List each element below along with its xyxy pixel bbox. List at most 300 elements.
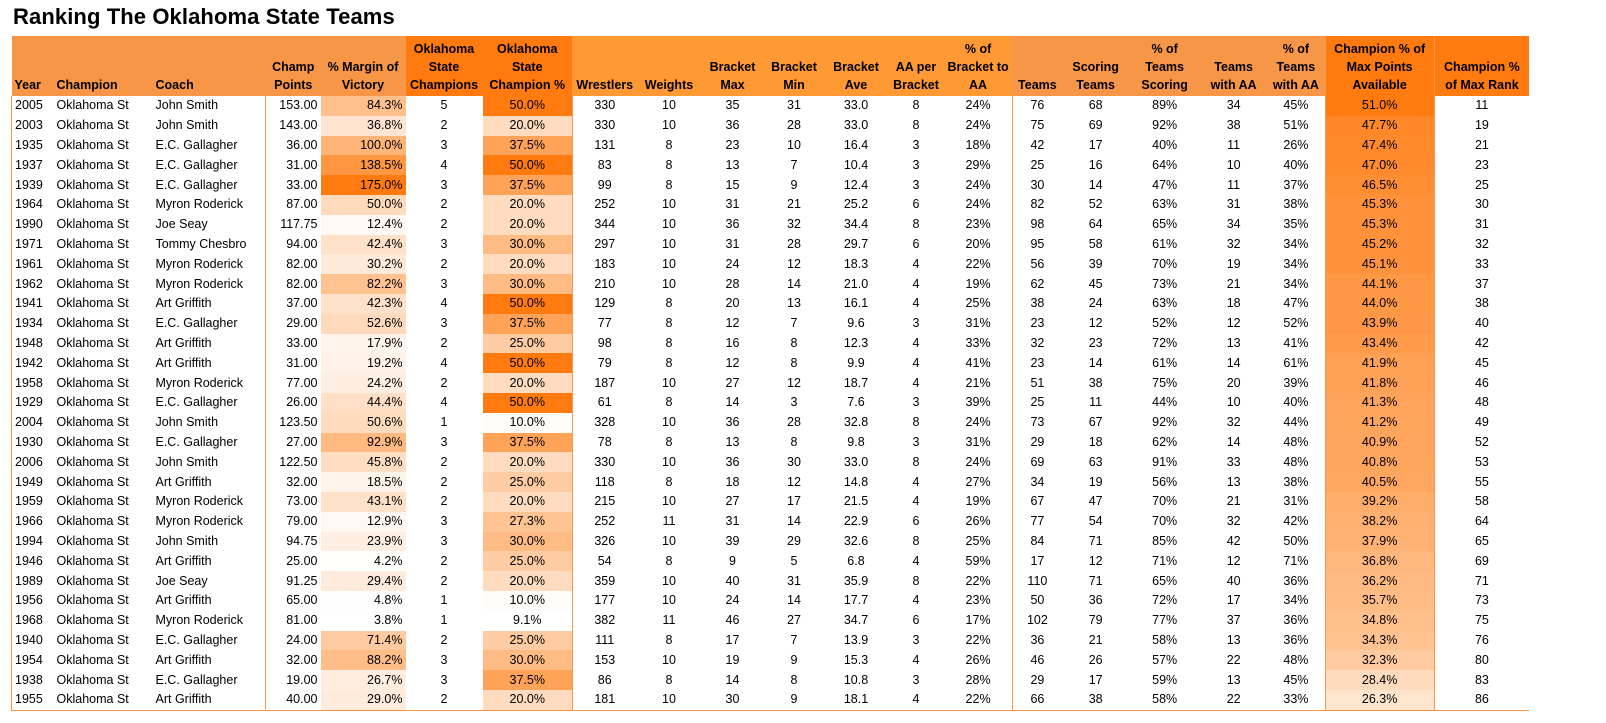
table-cell: 3 xyxy=(440,652,448,667)
table-cell: 14.8 xyxy=(843,474,869,489)
table-cell: 38% xyxy=(1267,472,1325,492)
table-row xyxy=(12,314,1530,334)
column-header-line: Scoring xyxy=(1072,60,1119,74)
table-cell: 3 xyxy=(912,434,920,449)
table-cell: 12 xyxy=(1088,316,1103,331)
table-cell: 175.0% xyxy=(321,175,406,195)
table-cell: 17 xyxy=(1088,137,1103,152)
table-cell: 34 xyxy=(1226,217,1241,232)
table-cell: 359 xyxy=(594,573,616,588)
table-cell: 25% xyxy=(945,294,1013,314)
table-cell: 95 xyxy=(1030,236,1045,251)
table-cell: 48% xyxy=(1267,433,1325,453)
table-cell: 10 xyxy=(662,533,676,548)
table-cell: 8 xyxy=(665,672,673,687)
page-title: Ranking The Oklahoma State Teams xyxy=(13,4,395,29)
table-cell: 23.9% xyxy=(321,532,406,552)
column-header-line: AA xyxy=(969,78,988,92)
table-cell: 23 xyxy=(725,137,740,152)
table-cell: 30 xyxy=(1030,177,1045,192)
table-cell: 1946 xyxy=(12,551,54,571)
table-cell: 12 xyxy=(725,316,740,331)
table-cell: 22.9 xyxy=(843,514,869,529)
table-cell: 8 xyxy=(665,335,673,350)
table-cell: Oklahoma St xyxy=(56,415,129,430)
table-cell: 73.00 xyxy=(286,494,318,509)
table-cell: 3 xyxy=(912,177,920,192)
table-cell: 92% xyxy=(1152,415,1178,430)
table-cell: 29 xyxy=(787,533,801,548)
table-cell: 328 xyxy=(594,415,616,430)
table-cell: 17 xyxy=(725,632,740,647)
table-row xyxy=(12,413,1530,433)
table-cell: 17 xyxy=(1030,553,1045,568)
table-cell: 40.8% xyxy=(1325,452,1434,472)
table-cell: 26 xyxy=(1088,652,1103,667)
table-cell: 36.2% xyxy=(1325,571,1434,591)
table-cell: 37.9% xyxy=(1325,532,1434,552)
table-cell: Oklahoma St xyxy=(56,593,129,608)
table-cell: 11 xyxy=(1227,137,1241,152)
table-cell: 6 xyxy=(912,197,920,212)
column-header xyxy=(1325,36,1434,96)
column-header xyxy=(321,36,406,96)
table-cell: 1990 xyxy=(12,215,54,235)
table-cell: 38% xyxy=(1267,195,1325,215)
table-cell: 73% xyxy=(1152,276,1178,291)
table-cell: 63% xyxy=(1152,197,1178,212)
table-cell: 8 xyxy=(665,434,673,449)
table-cell: 77% xyxy=(1152,613,1178,628)
table-cell: 1968 xyxy=(12,611,54,631)
table-cell: 20.0% xyxy=(483,373,573,393)
table-cell: 1939 xyxy=(12,175,54,195)
table-cell: 1935 xyxy=(12,136,54,156)
table-cell: 45% xyxy=(1267,670,1325,690)
table-cell: 29 xyxy=(1030,672,1045,687)
table-cell: 2004 xyxy=(12,413,54,433)
column-header-line: Coach xyxy=(155,78,194,92)
table-cell: 187 xyxy=(594,375,616,390)
table-cell: 16 xyxy=(725,335,740,350)
table-cell: 8 xyxy=(665,632,673,647)
table-cell: 58 xyxy=(1474,494,1489,509)
table-cell: John Smith xyxy=(153,452,266,472)
table-cell: John Smith xyxy=(153,116,266,136)
column-header-line: Champion % xyxy=(1444,60,1520,74)
table-cell: 45 xyxy=(1474,355,1489,370)
table-cell: 1942 xyxy=(12,353,54,373)
table-cell: 20.0% xyxy=(483,195,573,215)
table-cell: 31 xyxy=(725,514,740,529)
table-cell: Oklahoma St xyxy=(56,316,129,331)
table-cell: 28 xyxy=(787,236,801,251)
column-header-line: Oklahoma xyxy=(413,42,475,56)
table-cell: 33.00 xyxy=(286,335,318,350)
table-cell: 5 xyxy=(440,98,448,113)
table-cell: 34% xyxy=(1267,254,1325,274)
table-cell: 1956 xyxy=(12,591,54,611)
table-cell: 36.8% xyxy=(321,116,406,136)
table-cell: 39.2% xyxy=(1325,492,1434,512)
table-cell: 32 xyxy=(1226,415,1241,430)
column-header-line: Points xyxy=(274,78,313,92)
table-cell: 129 xyxy=(594,296,616,311)
table-cell: 21.0 xyxy=(843,276,869,291)
table-row xyxy=(12,155,1530,175)
table-cell: 58% xyxy=(1129,690,1200,710)
table-cell: 10 xyxy=(662,217,676,232)
table-cell: 84 xyxy=(1030,533,1045,548)
table-cell: 10 xyxy=(662,415,676,430)
table-cell: 61% xyxy=(1267,353,1325,373)
table-cell: 24.00 xyxy=(286,632,318,647)
table-cell: 20.0% xyxy=(483,254,573,274)
table-cell: 252 xyxy=(594,197,616,212)
table-cell: Oklahoma St xyxy=(56,236,129,251)
table-cell: 10 xyxy=(637,690,702,710)
table-cell: 2 xyxy=(440,197,448,212)
table-cell: 70% xyxy=(1152,494,1178,509)
table-cell: 21 xyxy=(1088,632,1103,647)
table-cell: 17 xyxy=(787,494,801,509)
table-cell: 111 xyxy=(595,632,615,647)
table-cell: 138.5% xyxy=(321,155,406,175)
table-cell: 330 xyxy=(594,454,616,469)
table-cell: 29.4% xyxy=(321,571,406,591)
table-cell: 82.00 xyxy=(286,256,318,271)
table-cell: 82 xyxy=(1030,197,1045,212)
table-cell: 21% xyxy=(945,373,1013,393)
table-cell: 50.6% xyxy=(321,413,406,433)
table-cell: 18 xyxy=(725,474,740,489)
table-cell: 50% xyxy=(1267,532,1325,552)
table-cell: 41.3% xyxy=(1325,393,1434,413)
table-cell: 47% xyxy=(1152,177,1178,192)
table-cell: 41% xyxy=(1267,334,1325,354)
table-cell: 31 xyxy=(787,98,801,113)
table-cell: 8 xyxy=(912,118,920,133)
table-row xyxy=(12,650,1530,670)
table-cell: 92% xyxy=(1152,118,1178,133)
table-cell: 32 xyxy=(1474,236,1489,251)
table-cell: 44.0% xyxy=(1325,294,1434,314)
table-cell: 210 xyxy=(594,276,616,291)
table-cell: 51% xyxy=(1267,116,1325,136)
column-header xyxy=(12,36,54,96)
column-header-line: State xyxy=(428,60,460,74)
column-header-line: Max xyxy=(720,78,745,92)
table-cell: 8 xyxy=(665,177,673,192)
table-cell: Joe Seay xyxy=(153,215,266,235)
table-cell: 10 xyxy=(1226,395,1241,410)
table-cell: Oklahoma St xyxy=(56,375,129,390)
table-row xyxy=(12,452,1530,472)
column-header xyxy=(637,36,702,96)
table-row xyxy=(12,472,1530,492)
table-cell: 9.8 xyxy=(847,434,865,449)
table-cell: Art Griffith xyxy=(153,591,266,611)
column-header-line: Bracket xyxy=(893,78,939,92)
table-cell: 69 xyxy=(1474,553,1489,568)
table-cell: 19.00 xyxy=(286,672,318,687)
table-cell: 63% xyxy=(1152,296,1178,311)
table-cell: Oklahoma St xyxy=(56,454,129,469)
table-cell: 80 xyxy=(1474,652,1489,667)
table-cell: 38 xyxy=(1088,375,1103,390)
table-cell: 14 xyxy=(787,593,801,608)
column-header xyxy=(406,36,483,96)
column-header-line: Bracket to xyxy=(947,60,1009,74)
table-cell: 31 xyxy=(725,236,740,251)
table-cell: 25.2 xyxy=(843,197,869,212)
table-cell: 1941 xyxy=(12,294,54,314)
table-cell: 50.0% xyxy=(483,294,573,314)
table-cell: 4 xyxy=(912,335,920,350)
column-header-line: Wrestlers xyxy=(576,78,634,92)
table-cell: 26% xyxy=(1267,136,1325,156)
table-cell: 77.00 xyxy=(286,375,318,390)
table-cell: 16 xyxy=(1088,157,1103,172)
table-cell: 1940 xyxy=(12,631,54,651)
table-cell: Myron Roderick xyxy=(153,512,266,532)
table-cell: 32.00 xyxy=(286,474,318,489)
table-cell: 24% xyxy=(945,452,1013,472)
table-cell: 18.3 xyxy=(843,256,869,271)
table-cell: 32 xyxy=(787,217,801,232)
table-cell: 22% xyxy=(945,631,1013,651)
table-cell: 32.8 xyxy=(843,415,869,430)
table-cell: 53 xyxy=(1474,454,1489,469)
table-cell: 4 xyxy=(912,256,920,271)
table-cell: 13 xyxy=(1226,335,1241,350)
table-cell: 45 xyxy=(1088,276,1103,291)
table-cell: 19.2% xyxy=(321,353,406,373)
table-cell: 31% xyxy=(945,433,1013,453)
table-cell: 37.5% xyxy=(483,433,573,453)
column-header xyxy=(153,36,266,96)
table-cell: 17 xyxy=(1088,672,1103,687)
table-cell: 8 xyxy=(912,98,920,113)
table-cell: Art Griffith xyxy=(153,551,266,571)
table-cell: 50.0% xyxy=(483,155,573,175)
table-cell: 118 xyxy=(594,474,615,489)
table-cell: 37 xyxy=(1474,276,1489,291)
table-cell: 67 xyxy=(1030,494,1045,509)
table-cell: Oklahoma St xyxy=(56,434,129,449)
table-cell: 37.5% xyxy=(483,314,573,334)
table-cell: Oklahoma St xyxy=(56,514,129,529)
table-row xyxy=(12,294,1530,314)
table-cell: 39 xyxy=(1088,256,1103,271)
table-cell: 47.0% xyxy=(1325,155,1434,175)
table-cell: 21 xyxy=(1474,137,1489,152)
table-cell: 25.0% xyxy=(483,472,573,492)
table-cell: 36 xyxy=(1030,632,1045,647)
column-header-line: Teams xyxy=(1018,78,1057,92)
table-cell: 44% xyxy=(1267,413,1325,433)
table-cell: 34% xyxy=(1267,274,1325,294)
column-header-line: Champion xyxy=(56,78,118,92)
table-cell: 89% xyxy=(1152,98,1178,113)
table-cell: 33 xyxy=(1474,256,1489,271)
table-cell: 25.0% xyxy=(483,551,573,571)
table-cell: 7.6 xyxy=(847,395,865,410)
table-cell: 15 xyxy=(725,177,740,192)
table-cell: 61 xyxy=(597,395,612,410)
table-cell: 1958 xyxy=(12,373,54,393)
table-cell: 8 xyxy=(665,474,673,489)
table-cell: 38 xyxy=(1474,296,1489,311)
column-header-line: Victory xyxy=(341,78,385,92)
table-cell: 69 xyxy=(1088,118,1103,133)
column-header-line: Scoring xyxy=(1141,78,1188,92)
table-cell: 10.0% xyxy=(483,413,573,433)
column-header xyxy=(266,36,321,96)
table-cell: 85% xyxy=(1152,533,1178,548)
table-cell: E.C. Gallagher xyxy=(153,631,266,651)
table-cell: 10 xyxy=(662,118,676,133)
table-cell: 14 xyxy=(1088,177,1103,192)
table-cell: 3 xyxy=(790,395,798,410)
table-cell: 59% xyxy=(945,551,1013,571)
table-cell: 19% xyxy=(945,274,1013,294)
table-cell: 13 xyxy=(1226,632,1241,647)
table-cell: 6 xyxy=(912,236,920,251)
table-cell: 38 xyxy=(1226,118,1241,133)
table-cell: 9 xyxy=(729,553,736,568)
table-cell: 30.0% xyxy=(483,274,573,294)
table-cell: 122.50 xyxy=(279,454,318,469)
table-cell: 24% xyxy=(945,413,1013,433)
table-row xyxy=(12,373,1530,393)
table-cell: 1 xyxy=(440,613,448,628)
table-cell: 14 xyxy=(1226,355,1241,370)
table-cell: 344 xyxy=(594,217,616,232)
table-row xyxy=(12,571,1530,591)
table-cell: 36 xyxy=(725,118,740,133)
table-cell: 83 xyxy=(597,157,612,172)
table-cell: 40 xyxy=(1474,316,1489,331)
table-cell: 9 xyxy=(790,177,798,192)
table-cell: 47.4% xyxy=(1325,136,1434,156)
column-header-line: Bracket xyxy=(833,60,879,74)
table-cell: 37% xyxy=(1267,175,1325,195)
table-cell: 31 xyxy=(1474,217,1489,232)
table-cell: 73 xyxy=(1030,415,1045,430)
table-cell: 10.8 xyxy=(843,672,869,687)
table-cell: 28 xyxy=(787,118,801,133)
table-cell: 54 xyxy=(1088,514,1103,529)
table-cell: 43.4% xyxy=(1325,334,1434,354)
table-cell: 1989 xyxy=(12,571,54,591)
column-header-line: % of xyxy=(1282,42,1310,56)
table-cell: Oklahoma St xyxy=(56,177,129,192)
table-cell: 38 xyxy=(1062,690,1129,710)
table-cell: 8 xyxy=(665,355,673,370)
table-cell: 46 xyxy=(725,613,740,628)
table-cell: 69 xyxy=(1030,454,1045,469)
table-cell: 35 xyxy=(725,98,740,113)
table-cell: 4 xyxy=(912,296,920,311)
table-cell: 41.8% xyxy=(1325,373,1434,393)
table-cell: 27 xyxy=(725,375,740,390)
table-cell: E.C. Gallagher xyxy=(153,155,266,175)
column-header-line: % of xyxy=(1151,42,1178,56)
table-cell: E.C. Gallagher xyxy=(153,433,266,453)
table-cell: 71% xyxy=(1152,553,1178,568)
table-cell: 36.8% xyxy=(1325,551,1434,571)
rankings-table xyxy=(11,36,1529,711)
table-cell: 2 xyxy=(440,553,448,568)
table-cell: 33.0 xyxy=(843,98,869,113)
column-header-line: Champion % xyxy=(489,78,566,92)
table-cell: 50.0% xyxy=(483,353,573,373)
table-cell: 31 xyxy=(725,197,740,212)
table-cell: 61% xyxy=(1152,355,1178,370)
table-cell: 30 xyxy=(787,454,801,469)
table-cell: Oklahoma St xyxy=(56,118,129,133)
table-cell: 7 xyxy=(790,157,798,172)
column-header xyxy=(1200,36,1267,96)
table-cell: 25 xyxy=(1030,157,1045,172)
table-cell: 63 xyxy=(1088,454,1103,469)
table-cell: 34% xyxy=(1267,235,1325,255)
column-header-line: Bracket xyxy=(709,60,756,74)
column-header xyxy=(888,36,945,96)
table-cell: 36 xyxy=(725,454,740,469)
table-cell: 1955 xyxy=(12,690,54,710)
table-cell: 34.3% xyxy=(1325,631,1434,651)
table-cell: 56 xyxy=(1030,256,1045,271)
table-cell: 48% xyxy=(1267,650,1325,670)
table-cell: 75 xyxy=(1030,118,1045,133)
table-cell: 5 xyxy=(790,553,798,568)
table-cell: 11 xyxy=(1089,395,1103,410)
table-cell: 88.2% xyxy=(321,650,406,670)
column-header-line: Bracket xyxy=(771,60,817,74)
table-cell: Myron Roderick xyxy=(153,254,266,274)
table-cell: 79.00 xyxy=(286,514,318,529)
table-cell: 76 xyxy=(1474,632,1489,647)
table-cell: 11 xyxy=(662,613,676,628)
table-cell: 131 xyxy=(594,137,616,152)
table-row xyxy=(12,512,1530,532)
table-cell: 86 xyxy=(597,672,612,687)
table-cell: 31% xyxy=(1267,492,1325,512)
column-header xyxy=(764,36,825,96)
table-cell: 14 xyxy=(725,672,740,687)
table-cell: 4 xyxy=(440,395,448,410)
table-cell: 82.00 xyxy=(286,276,318,291)
table-cell: 10 xyxy=(662,652,676,667)
table-row xyxy=(12,631,1530,651)
table-cell: Oklahoma St xyxy=(56,98,129,113)
table-cell: 58% xyxy=(1152,632,1178,647)
table-cell: 56% xyxy=(1152,474,1178,489)
table-cell: Art Griffith xyxy=(153,334,266,354)
table-cell: 42 xyxy=(1030,137,1045,152)
table-cell: Oklahoma St xyxy=(56,296,129,311)
table-cell: 3 xyxy=(440,533,448,548)
table-cell: 38.2% xyxy=(1325,512,1434,532)
table-cell: 40 xyxy=(725,573,740,588)
table-cell: 61% xyxy=(1152,236,1178,251)
table-cell: 9 xyxy=(790,652,798,667)
table-row xyxy=(12,175,1530,195)
table-cell: 91.25 xyxy=(286,573,318,588)
table-cell: 71 xyxy=(1088,573,1103,588)
